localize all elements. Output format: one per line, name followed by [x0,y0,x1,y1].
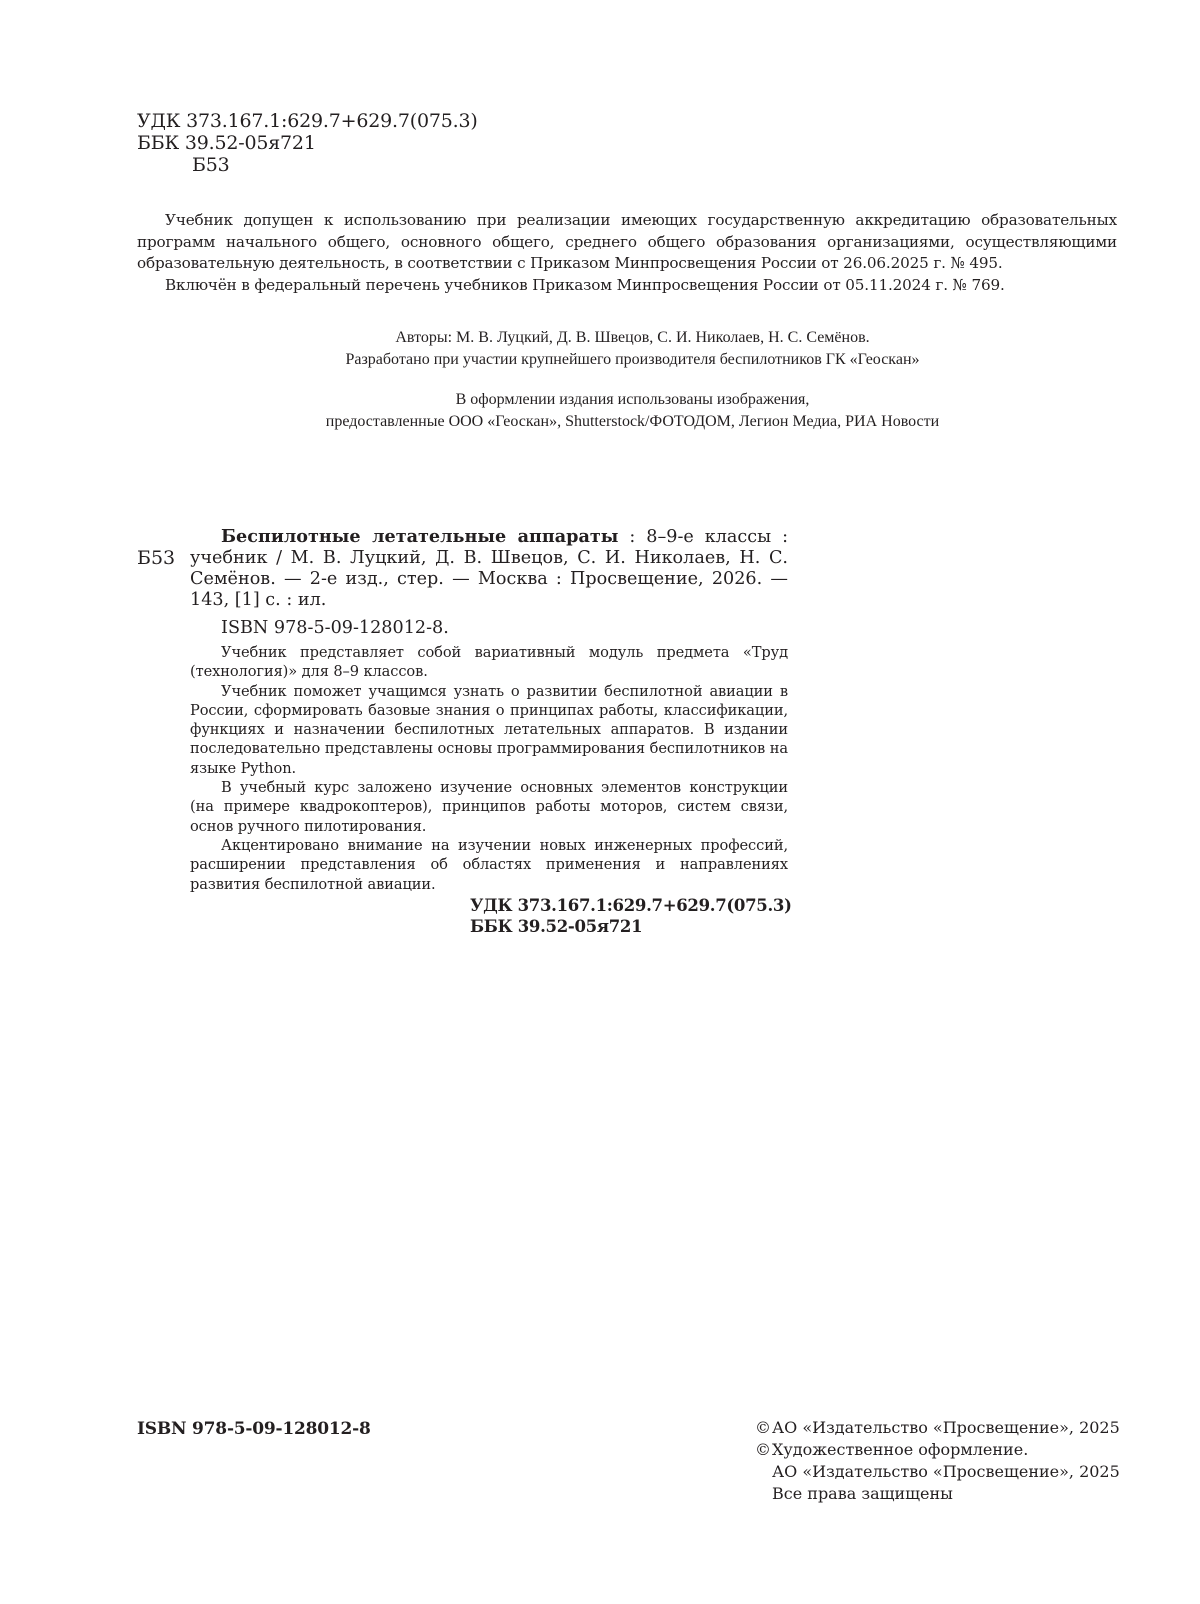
annotation-paragraph: Учебник поможет учащимся узнать о развитии беспилотной авиации в России, сформировать базовые знания о принципах работы, классификации, функциях и назначении беспилотных летательных аппаратов. В издании последовательно представлены основы программирования беспилотников на языке Python. [190,682,788,777]
copyright-icon: © [755,1440,771,1459]
annotation-paragraph: Акцентировано внимание на изучении новых инженерных профессий, расширении представления об областях применения и направлениях развития беспилотной авиации. [190,836,788,893]
catalog-card [190,526,788,639]
approval-paragraph: Учебник допущен к использованию при реализации имеющих государственную аккредитацию образовательных программ начального общего, основного общего, среднего общего образования организациями, осуществляющими образовательную деятельность, в соответствии с Приказом Минпросвещения России от 26.06.2025 г. № 495. [137,211,1117,272]
image-credits [180,389,1085,433]
annotation [190,643,788,894]
copyright-line: АО «Издательство «Просвещение», 2025 [772,1462,1120,1481]
rights-reserved: Все права защищены [772,1484,953,1503]
footer-isbn: ISBN 978-5-09-128012-8 [137,1419,371,1439]
image-credits-line-2: предоставленные ООО «Геоскан», Shutterstock/ФОТОДОМ, Легион Медиа, РИА Новости [325,413,940,430]
udk-code: УДК 373.167.1:629.7+629.7(075.3) [470,896,792,915]
book-title: Беспилотные летательные аппараты [221,526,619,547]
image-credits-line-1: В оформлении издания использованы изображения, [455,391,810,408]
catalog-isbn: ISBN 978-5-09-128012-8. [221,618,449,638]
bibliographic-details: : 8–9-е классы : учебник / М. В. Луцкий, Д. В. Швецов, С. И. Николаев, Н. С. Семёнов. — 2-е изд., стер. — Москва : Просвещение, 2026. — 143, [1] с. : ил. [190,527,789,610]
approval-notice [137,210,1117,296]
authors-line: Авторы: М. В. Луцкий, Д. В. Швецов, С. И. Николаев, Н. С. Семёнов. [395,329,870,346]
copyright-block [755,1417,1120,1505]
spacer [755,1461,772,1483]
federal-list-paragraph: Включён в федеральный перечень учебников Приказом Минпросвещения России от 05.11.2024 г. № 769. [165,275,1005,294]
annotation-paragraph: Учебник представляет собой вариативный модуль предмета «Труд (технология)» для 8–9 классов. [190,644,788,681]
annotation-paragraph: В учебный курс заложено изучение основных элементов конструкции (на примере квадрокоптеров), принципов работы моторов, систем связи, основ ручного пилотирования. [190,779,788,835]
copyright-icon: © [755,1418,771,1437]
classification-codes-top [137,110,478,176]
bbk-code: ББК 39.52-05я721 [137,132,316,154]
catalog-author-mark: Б53 [137,547,176,569]
classification-codes-bottom [470,895,792,937]
udk-code: УДК 373.167.1:629.7+629.7(075.3) [137,110,478,132]
author-mark: Б53 [192,154,230,176]
developer-line: Разработано при участии крупнейшего производителя беспилотников ГК «Геоскан» [345,351,920,368]
bibliographic-record [190,526,788,611]
spacer [755,1483,772,1505]
bbk-code: ББК 39.52-05я721 [470,917,643,936]
copyright-line: Художественное оформление. [772,1440,1029,1459]
copyright-line: АО «Издательство «Просвещение», 2025 [772,1418,1120,1437]
authors-credits [180,327,1085,371]
